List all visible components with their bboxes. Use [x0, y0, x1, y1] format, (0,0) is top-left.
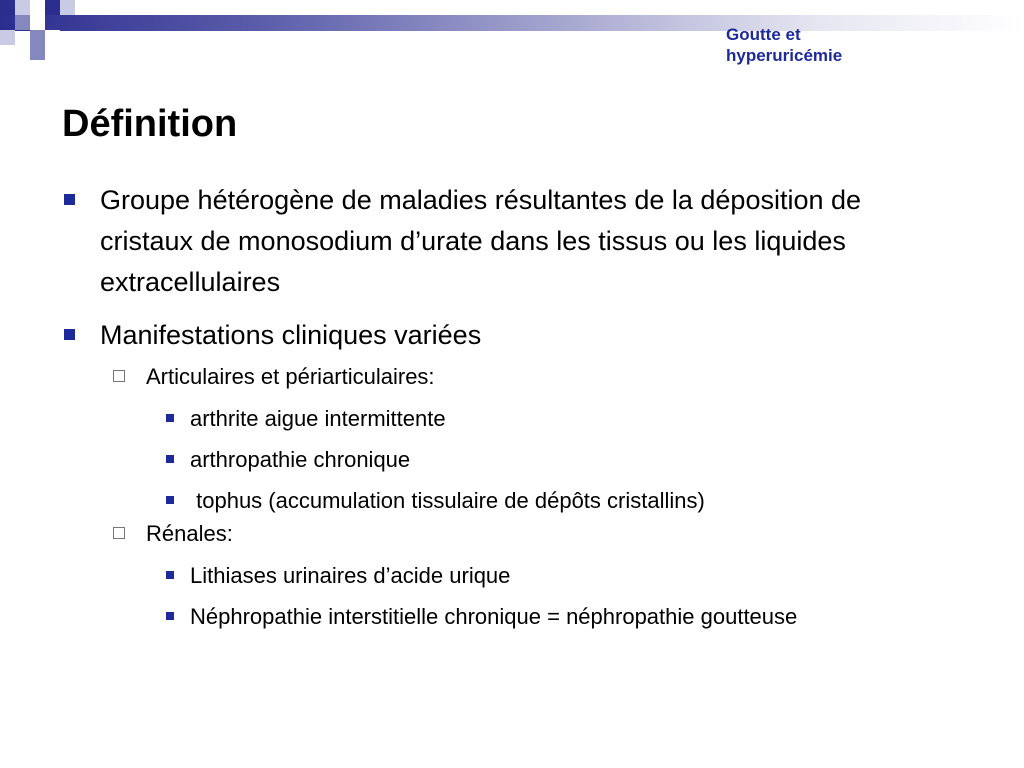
decor-square: [45, 0, 60, 15]
small-square-bullet-icon: [166, 455, 174, 463]
hollow-square-bullet-icon: [113, 370, 125, 382]
sub-sub-bullet-item: [0, 402, 870, 435]
corner-title: Goutte et hyperuricémie: [726, 25, 843, 65]
sub-bullet-item: [0, 362, 926, 392]
sub-sub-bullet-text: Néphropathie interstitielle chronique = néphropathie goutteuse: [190, 604, 798, 629]
small-square-bullet-icon: [166, 414, 174, 422]
sub-sub-bullet-item: [0, 600, 870, 633]
sub-sub-bullet-text: arthropathie chronique: [190, 447, 411, 472]
square-bullet-icon: [64, 329, 75, 340]
sub-sub-bullet-text: arthrite aigue intermittente: [190, 406, 446, 431]
sub-sub-bullet-text: tophus (accumulation tissulaire de dépôts cristallins): [190, 488, 705, 513]
square-bullet-icon: [64, 194, 75, 205]
small-square-bullet-icon: [166, 571, 174, 579]
decor-square: [15, 0, 30, 15]
decor-square: [0, 30, 15, 45]
sub-sub-bullet-item: [0, 559, 870, 592]
bullet-text: Groupe hétérogène de maladies résultantes de la déposition de cristaux de monosodium d’urate dans les tissus ou les liquides extracellulaires: [100, 185, 862, 297]
bullet-item: [0, 315, 940, 356]
sub-sub-bullet-text: Lithiases urinaires d’acide urique: [190, 563, 511, 588]
sub-bullet-text: Articulaires et périarticulaires:: [146, 364, 435, 389]
decor-square: [0, 0, 15, 15]
bullet-item: [0, 180, 940, 303]
decor-square: [30, 30, 45, 45]
sub-sub-bullet-item: [0, 443, 870, 476]
decor-square: [60, 0, 75, 15]
decor-square: [30, 45, 45, 60]
sub-bullet-item: [0, 519, 926, 549]
bullet-text: Manifestations cliniques variées: [100, 320, 482, 350]
hollow-square-bullet-icon: [113, 527, 125, 539]
decor-square: [30, 15, 45, 30]
sub-bullet-text: Rénales:: [146, 521, 233, 546]
small-square-bullet-icon: [166, 612, 174, 620]
sub-sub-bullet-item: [0, 484, 870, 517]
slide-content: [0, 180, 1024, 641]
slide-title: Définition: [62, 103, 238, 145]
small-square-bullet-icon: [166, 496, 174, 504]
decor-square: [15, 15, 30, 30]
decor-square: [45, 30, 60, 45]
